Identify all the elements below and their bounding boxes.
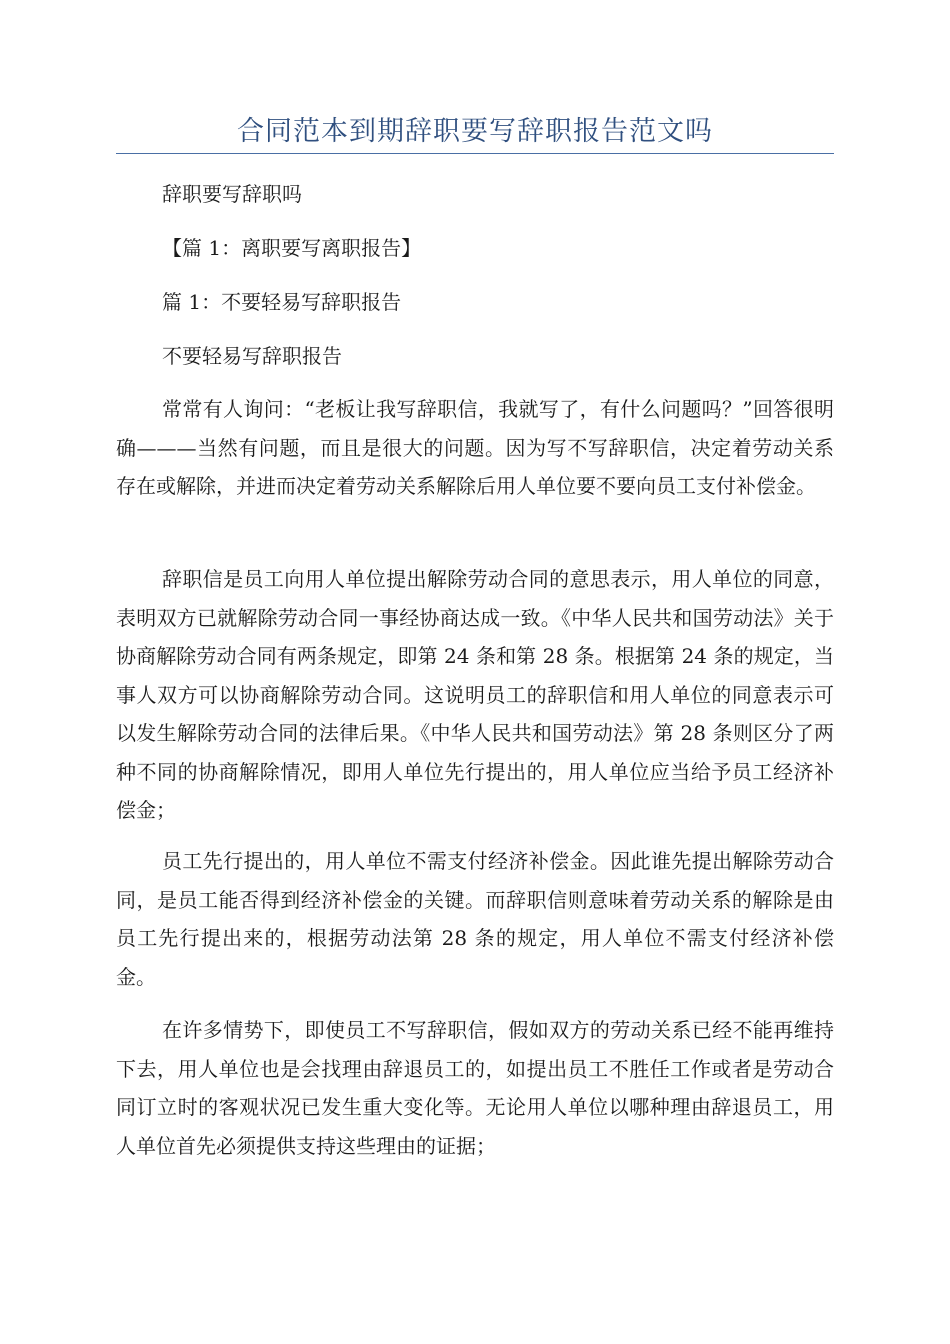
paragraph-2: 辞职信是员工向用人单位提出解除劳动合同的意思表示，用人单位的同意，表明双方已就解除劳动合同一事经协商达成一致。《中华人民共和国劳动法》关于协商解除劳动合同有两条规定，即第 24 条和第 28 条。根据第 24 条的规定，当事人双方可以协商解除劳动合同。这说明员工的辞职信和用人单位的同意表示可以发生解除劳动合同的法律后果。《中华人民共和国劳动法》第 28 条则区分了两种不同的协商解除情况，即用人单位先行提出的，用人单位应当给予员工经济补偿金； (116, 567, 834, 822)
document-title: 合同范本到期辞职要写辞职报告范文吗 (237, 116, 713, 147)
paragraph-3: 员工先行提出的，用人单位不需支付经济补偿金。因此谁先提出解除劳动合同，是员工能否得到经济补偿金的关键。而辞职信则意味着劳动关系的解除是由员工先行提出来的，根据劳动法第 28 条的规定，用人单位不需支付经济补偿金。 (116, 849, 834, 989)
paragraph-4: 在许多情势下，即使员工不写辞职信，假如双方的劳动关系已经不能再维持下去，用人单位也是会找理由辞退员工的，如提出员工不胜任工作或者是劳动合同订立时的客观状况已发生重大变化等。无论用人单位以哪种理由辞退员工，用人单位首先必须提供支持这些理由的证据； (116, 1018, 834, 1158)
title-underline (116, 153, 834, 154)
heading-line-4: 不要轻易写辞职报告 (162, 344, 342, 368)
paragraph-1: 常常有人询问：“老板让我写辞职信，我就写了，有什么问题吗？”回答很明确———当然有问题，而且是很大的问题。因为写不写辞职信，决定着劳动关系存在或解除，并进而决定着劳动关系解除后用人单位要不要向员工支付补偿金。 (116, 397, 834, 498)
heading-line-2: 【篇 1：离职要写离职报告】 (162, 236, 422, 260)
heading-line-1: 辞职要写辞职吗 (162, 182, 302, 206)
heading-line-3: 篇 1：不要轻易写辞职报告 (162, 290, 402, 314)
